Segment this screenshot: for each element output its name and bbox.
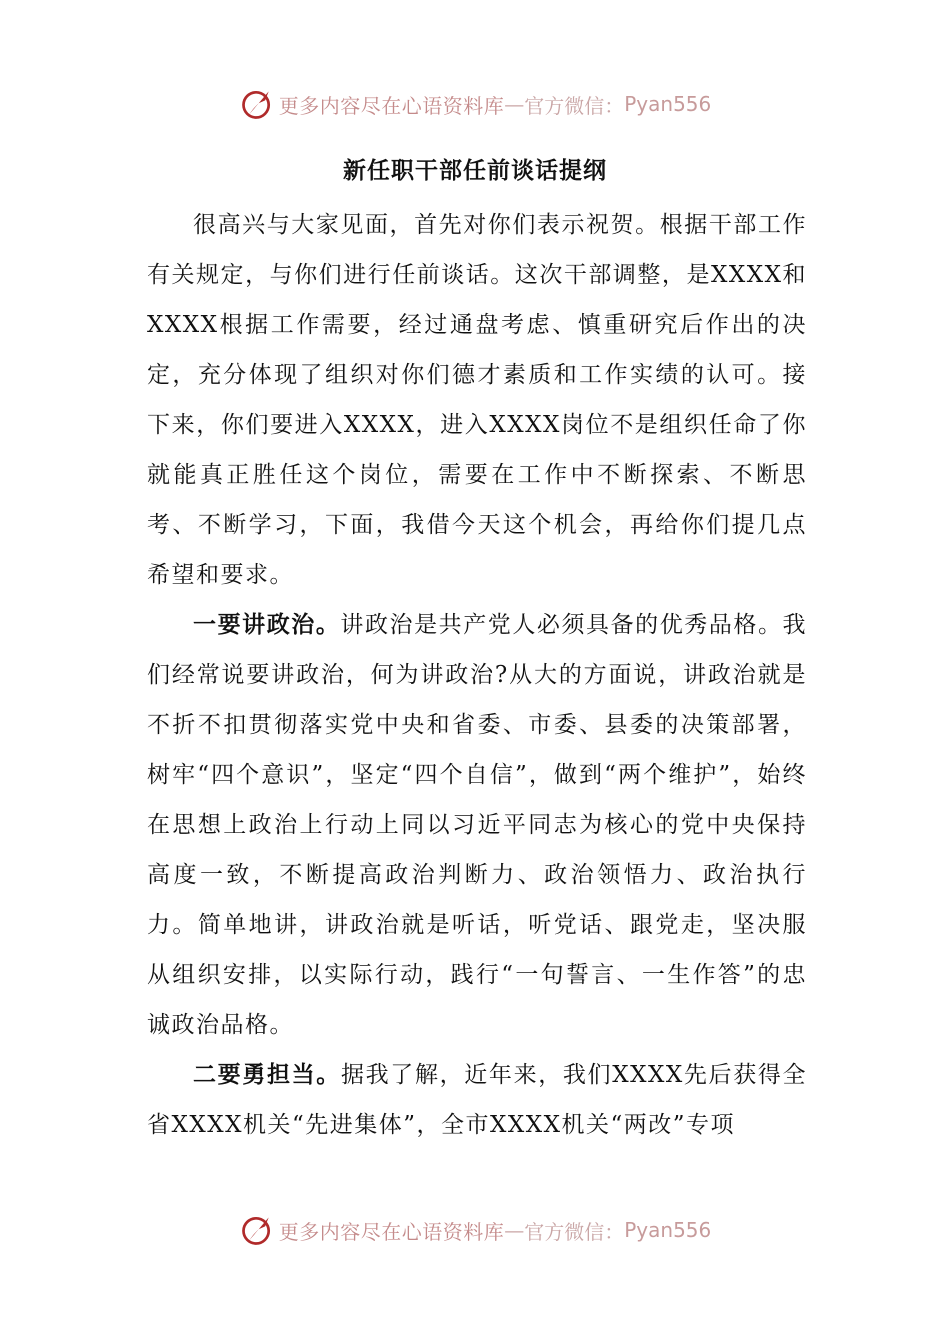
paragraph-lead: 二要勇担当。 bbox=[193, 1062, 341, 1088]
header-watermark-banner bbox=[0, 84, 950, 124]
quill-logo-icon bbox=[239, 86, 275, 122]
paragraph-text: 很高兴与大家见面，首先对你们表示祝贺。根据干部工作有关规定，与你们进行任前谈话。这次干部调整，是XXXX和XXXX根据工作需要，经过通盘考虑、慎重研究后作出的决定，充分体现了组织对你们德才素质和工作实绩的认可。接下来，你们要进入XXXX，进入XXXX岗位不是组织任命了你就能真正胜任这个岗位，需要在工作中不断探索、不断思考、不断学习，下面，我借今天这个机会，再给你们提几点希望和要求。 bbox=[147, 212, 807, 588]
banner-brand-text: 更多内容尽在心语资料库 bbox=[278, 1219, 505, 1244]
banner-separator: — bbox=[504, 92, 525, 116]
banner-wechat-label: 官方微信： bbox=[524, 1219, 625, 1244]
document-body bbox=[147, 200, 807, 1150]
paragraph-politics bbox=[147, 600, 807, 1050]
paragraph-intro bbox=[147, 200, 807, 600]
footer-watermark-banner bbox=[0, 1210, 950, 1250]
paragraph-lead: 一要讲政治。 bbox=[193, 612, 341, 638]
paragraph-text: 据我了解，近年来，我们XXXX先后获得全省XXXX机关“先进集体”，全市XXXX机关“两改”专项 bbox=[147, 1062, 808, 1138]
banner-separator: — bbox=[504, 1218, 525, 1242]
banner-brand-text: 更多内容尽在心语资料库 bbox=[278, 93, 505, 118]
document-title: 新任职干部任前谈话提纲 bbox=[343, 158, 607, 184]
paragraph-text: 讲政治是共产党人必须具备的优秀品格。我们经常说要讲政治，何为讲政治?从大的方面说，讲政治就是不折不扣贯彻落实党中央和省委、市委、县委的决策部署，树牢“四个意识”，坚定“四个自信”，做到“两个维护”，始终在思想上政治上行动上同以习近平同志为核心的党中央保持高度一致，不断提高政治判断力、政治领悟力、政治执行力。简单地讲，讲政治就是听话，听党话、跟党走，坚决服从组织安排，以实际行动，践行“一句誓言、一生作答”的忠诚政治品格。 bbox=[147, 612, 807, 1038]
banner-wechat-id: Pyan556 bbox=[624, 92, 712, 116]
quill-logo-icon bbox=[239, 1212, 275, 1248]
paragraph-responsibility bbox=[147, 1050, 807, 1150]
banner-wechat-label: 官方微信： bbox=[524, 93, 625, 118]
banner-wechat-id: Pyan556 bbox=[624, 1218, 712, 1242]
